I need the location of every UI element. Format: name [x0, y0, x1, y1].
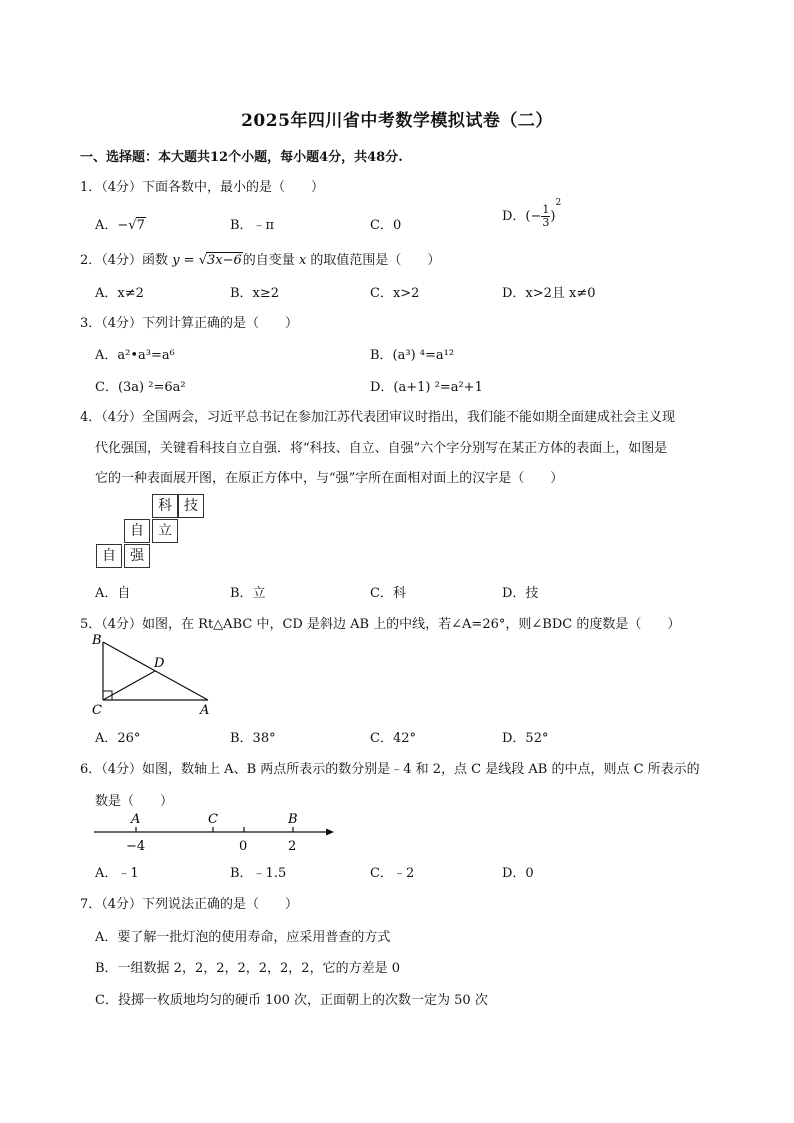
net-cell-2: 技 — [178, 494, 204, 518]
q7-option-b: B．一组数据 2，2，2，2，2，2，2，它的方差是 0 — [95, 961, 400, 976]
q2-var-y: y — [172, 253, 180, 268]
q2-stem-mid: 的自变量 — [242, 253, 299, 268]
vertex-label-a: A — [200, 703, 210, 718]
vertex-label-c: C — [92, 703, 102, 718]
q6-line-2: 数是（ ） — [95, 794, 174, 809]
q4-option-a: A．自 — [95, 586, 131, 601]
vertex-label-b: B — [92, 633, 102, 648]
q3-option-d: D．(a+1) ²=a²+1 — [370, 380, 483, 395]
sqrt-radical-icon: √ — [128, 218, 137, 233]
number-line-figure — [88, 810, 340, 856]
q2-stem — [80, 249, 440, 268]
q1-option-d — [502, 197, 562, 229]
right-triangle-figure — [88, 632, 228, 718]
net-cell-3: 自 — [124, 519, 150, 543]
net-cell-5: 自 — [96, 544, 122, 568]
sqrt-radical-icon: √ — [198, 253, 208, 268]
q2-stem-prefix: 2．（4分）函数 — [80, 253, 173, 268]
net-cell-4: 立 — [152, 519, 178, 543]
q1-option-d-prefix: D．(− — [502, 209, 542, 224]
q3-option-b: B．(a³) ⁴=a¹² — [370, 348, 455, 363]
q4-option-b: B．立 — [230, 586, 266, 601]
q2-option-b: B．x≥2 — [230, 286, 280, 301]
q1-option-a — [95, 214, 146, 233]
axis-label-b: B — [288, 812, 298, 827]
q5-option-a: A．26° — [95, 731, 141, 746]
tick-value-neg4: −4 — [126, 839, 146, 854]
q4-line-3: 它的一种表面展开图，在原正方体中，与“强”字所在面相对面上的汉字是（ ） — [95, 471, 564, 486]
q5-stem: 5．（4分）如图，在 Rt△ABC 中，CD 是斜边 AB 上的中线，若∠A=26°，则∠BDC 的度数是（ ） — [80, 617, 681, 632]
q1-option-c: C．0 — [370, 218, 402, 233]
fraction-denominator: 3 — [542, 216, 550, 229]
q4-line-1: 4．（4分）全国两会，习近平总书记在参加江苏代表团审议时指出，我们能不能如期全面建成社会主义现 — [80, 410, 676, 425]
net-cell-6: 强 — [124, 544, 150, 568]
q4-line-2: 代化强国，关键看科技自立自强．将“科技、自立、自强”六个字分别写在某正方体的表面上，如图是 — [95, 441, 668, 456]
q5-option-b: B．38° — [230, 731, 276, 746]
net-cell-1: 科 — [152, 494, 178, 518]
tick-value-0: 0 — [239, 839, 248, 854]
axis-arrow-icon — [326, 829, 334, 836]
q2-radicand: 3x−6 — [207, 253, 242, 268]
q4-option-c: C．科 — [370, 586, 406, 601]
q2-option-d: D．x>2且 x≠0 — [502, 286, 596, 301]
fraction-numerator: 1 — [542, 203, 550, 216]
q4-option-d: D．技 — [502, 586, 539, 601]
q2-stem-suffix: 的取值范围是（ ） — [306, 253, 441, 268]
q2-option-a: A．x≠2 — [95, 286, 144, 301]
axis-label-a: A — [131, 812, 141, 827]
q1-option-a-radicand: 7 — [136, 218, 145, 233]
axis-label-c: C — [208, 812, 218, 827]
point-label-d: D — [154, 656, 165, 671]
exam-title: 2025年四川省中考数学模拟试卷（二） — [241, 111, 553, 131]
q5-option-d: D．52° — [502, 731, 549, 746]
q6-option-b: B．﹣1.5 — [230, 866, 287, 881]
median-cd — [103, 671, 155, 700]
q7-stem: 7．（4分）下列说法正确的是（ ） — [80, 897, 299, 912]
q6-line-1: 6．（4分）如图，数轴上 A、B 两点所表示的数分别是﹣4 和 2，点 C 是线段 AB 的中点，则点 C 所表示的 — [80, 762, 700, 777]
cube-net-figure — [96, 494, 208, 570]
q3-option-c: C．(3a) ²=6a² — [95, 380, 186, 395]
q7-option-c: C．投掷一枚质地均匀的硬币 100 次，正面朝上的次数一定为 50 次 — [95, 993, 488, 1008]
q1-stem: 1．（4分）下面各数中，最小的是（ ） — [80, 180, 325, 195]
q1-option-a-prefix: A．− — [95, 218, 129, 233]
q2-equals: = — [179, 253, 199, 268]
q6-option-c: C．﹣2 — [370, 866, 415, 881]
q6-option-d: D．0 — [502, 866, 534, 881]
q6-option-a: A．﹣1 — [95, 866, 139, 881]
q7-option-a: A．要了解一批灯泡的使用寿命，应采用普查的方式 — [95, 930, 391, 945]
q3-option-a: A．a²•a³=a⁶ — [95, 348, 175, 363]
q2-var-x: x — [298, 253, 307, 268]
q2-option-c: C．x>2 — [370, 286, 420, 301]
q3-stem: 3．（4分）下列计算正确的是（ ） — [80, 316, 299, 331]
q5-option-c: C．42° — [370, 731, 416, 746]
q1-option-b: B．﹣π — [230, 218, 275, 233]
q1-option-d-exponent: 2 — [555, 197, 562, 208]
section-header: 一、选择题：本大题共12个小题，每小题4分，共48分. — [80, 150, 403, 165]
q1-option-d-suffix: ) — [550, 209, 556, 224]
tick-value-2: 2 — [288, 839, 297, 854]
